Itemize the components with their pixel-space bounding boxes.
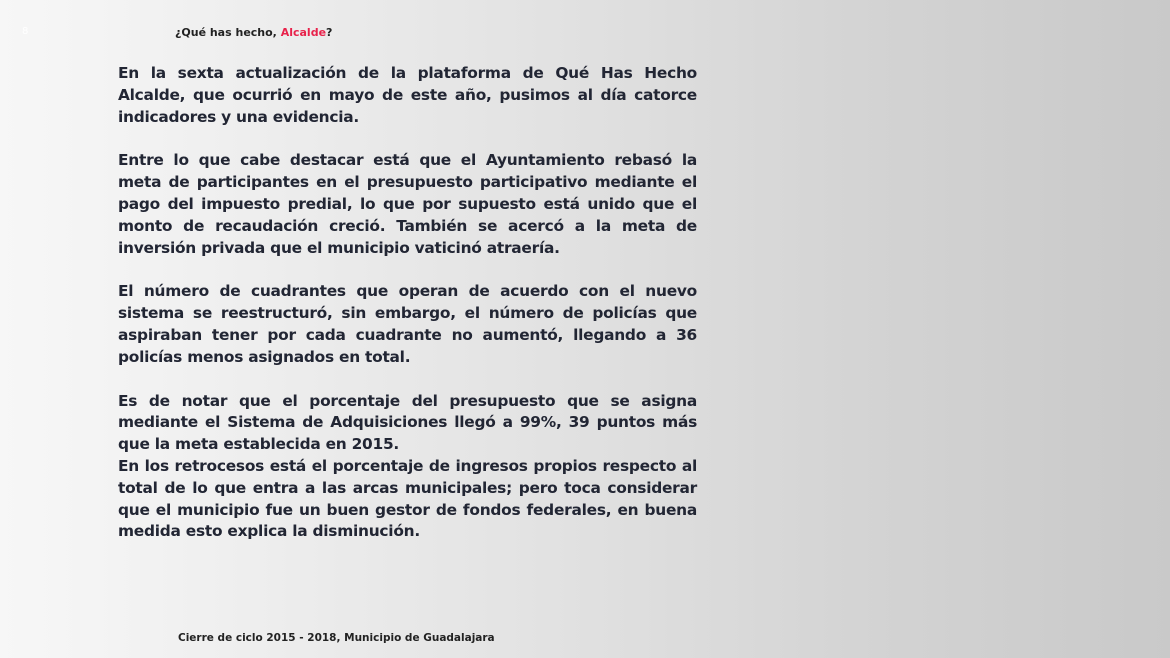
header-accent: Alcalde [280,26,327,39]
page-header [175,26,332,39]
paragraph-cuadrantes: El número de cuadrantes que operan de acuerdo con el nuevo sistema se reestructuró, sin embargo, el número de policías que aspiraban tener por cada cuadrante no aumentó, llegando a 36 policías menos asignados en total. [118,282,697,366]
body-text [118,63,697,565]
header-suffix: ? [326,26,333,39]
page-number: 8 [22,26,29,37]
paragraph-retrocesos: En los retrocesos está el porcentaje de ingresos propios respecto al total de lo que entra a las arcas municipales; pero toca considerar que el municipio fue un buen gestor de fondos federales, en buena medida esto explica la disminución. [118,456,697,541]
header-prefix: ¿Qué has hecho, [175,26,281,39]
paragraph-update: En la sexta actualización de la plataforma de Qué Has Hecho Alcalde, que ocurrió en mayo de este año, pusimos al día catorce indicadores y una evidencia. [118,64,697,126]
paragraph-adquisiciones: Es de notar que el porcentaje del presupuesto que se asigna mediante el Sistema de Adquisiciones llegó a 99%, 39 puntos más que la meta establecida en 2015. [118,391,697,454]
paragraph-highlights: Entre lo que cabe destacar está que el Ayuntamiento rebasó la meta de participantes en el presupuesto participativo mediante el pago del impuesto predial, lo que por supuesto está unido que el monto de recaudación creció. También se acercó a la meta de inversión privada que el municipio vaticinó atraería. [118,151,697,257]
page-footer: Cierre de ciclo 2015 - 2018, Municipio de Guadalajara [178,632,495,644]
